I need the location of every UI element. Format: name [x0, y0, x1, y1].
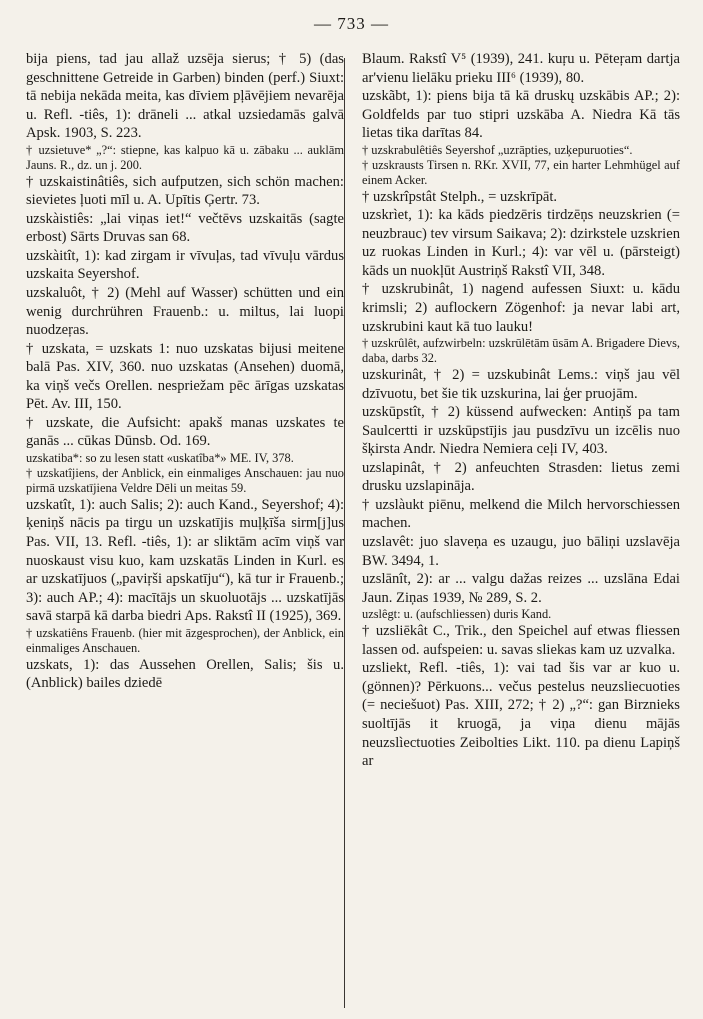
dictionary-entry: bija piens, tad jau allaž uzsēja sierus; † 5) (das geschnittene Getreide in Garben) binden (perf.) Siuxt: tā nebija nekāda meita, kas dīviem pļāvējiem nevarēja u. Refl. -tiês, 1): drāneli ... atkal uzsiedamās galvā Apsk. 1903, S. 223.: [26, 51, 344, 142]
dictionary-entry: uzslêgt: u. (aufschliessen) duris Kand.: [362, 607, 552, 622]
dictionary-entry: † uzskrubinât, 1) nagend aufessen Siuxt: u. kādu krimsli; 2) auflockern Zögenhof: ja nevar labi art, uzskrubini kaut kā tuo lauku!: [362, 281, 680, 335]
page-number: — 733 —: [314, 14, 389, 33]
dictionary-entry: † uzsietuve* „?“: stiepne, kas kalpuo kā u. zābaku ... auklām Jauns. R., dz. un j. 200.: [26, 142, 344, 172]
column-divider: [344, 58, 345, 1008]
dictionary-entry: † uzskrausts Tirsen n. RKr. XVII, 77, ein harter Lehmhügel auf einem Acker.: [362, 157, 680, 187]
dictionary-entry: † uzskata, = uzskats 1: nuo uzskatas bijusi meitene balā Pas. XIV, 360. nuo uzskatas (Ansehen) duomā, ka viņš večs Orellen. nespriežam pēc ārīgas uzskatas Pēt. Av. III, 150.: [26, 340, 344, 413]
dictionary-entry: † uzskatiêns Frauenb. (hier mit āzgesprochen), der Anblick, ein einmaliges Anschauen.: [26, 625, 344, 655]
dictionary-entry: uzskàitît, 1): kad zirgam ir vīvuļas, tad vīvuļu vārdus uzskaita Seyershof.: [26, 247, 344, 283]
dictionary-entry: † uzskate, die Aufsicht: apakš manas uzskates te ganās ... cūkas Dūnsb. Od. 169.: [26, 414, 344, 450]
dictionary-entry: uzsliekt, Refl. -tiês, 1): vai tad šis var ar kuo u. (gönnen)? Pērkuons... večus pestelus neuzsliecuoties (= neciešuot) Pas. XIII, 272; † 2) „?“: gan Birznieks suoltījās it kruogā, ja viņa dienu mājās neuzslìectuoties Zeibolties Likt. 110. pa dienu Lapiņš ar: [362, 660, 680, 770]
dictionary-entry: uzskats, 1): das Aussehen Orellen, Salis; šis u. (Anblick) bailes dziedē: [26, 656, 344, 692]
dictionary-entry: † uzsliēkât C., Trik., den Speichel auf etwas fliessen lassen od. aufspeien: u. savas sliekas kam uz uzvalka.: [362, 623, 680, 658]
dictionary-entry: uzskūpstît, † 2) küssend aufwecken: Antiņš pa tam Saulcertti ir uzskūpstījis jau pusdzīvu un izcēlis nuo šķirsta Andr. Niedra Nemiera ceļi IV, 403.: [362, 404, 680, 458]
left-column: [26, 50, 344, 693]
dictionary-entry: † uzskrûlêt, aufzwirbeln: uzskrūlētām ūsām A. Brigadere Dievs, daba, darbs 32.: [362, 336, 680, 366]
dictionary-entry: † uzskatîjiens, der Anblick, ein einmaliges Anschauen: jau nuo pirmā uzskatījiena Veldre Dēli un meitas 59.: [26, 465, 344, 495]
dictionary-entry: uzskàistiês: „lai viņas iet!“ večtēvs uzskaitās (sagte erbost) Sārts Druvas san 68.: [26, 210, 344, 246]
dictionary-entry: uzskatît, 1): auch Salis; 2): auch Kand., Seyershof; 4): ķeniņš nācis pa tirgu un uzskatījis muļķīša sirm[j]us Pas. VII, 13. Refl. -tiês, 1): ar sliktām acīm viņš var nuoskaust visu kuo, kam uzskatās Linden in Kurl. es ar uzskatījuos („paviŗši apskatīju“), kā tur ir Frauenb.; 3): auch AP.; 4): macītājs un skuoluotājs ... uzskatījās savā starpā kā darba biedri Aps. Rakstî II (1925), 369.: [26, 496, 344, 625]
dictionary-entry: uzskatiba*: so zu lesen statt «uskatîba*» ME. IV, 378.: [26, 450, 294, 465]
dictionary-entry: uzskaluôt, † 2) (Mehl auf Wasser) schütten und ein wenig durchrühren Frauenb.: u. miltus, lai luopi nuodzeŗas.: [26, 285, 344, 339]
dictionary-entry: uzslānît, 2): ar ... valgu dažas reizes ... uzslāna Edai Jaun. Ziņas 1939, № 289, S. 2.: [362, 571, 680, 606]
dictionary-entry: Blaum. Rakstî V⁵ (1939), 241. kuŗu u. Pēteŗam dartja ar'vienu lielāku prieku III⁶ (1939), 80.: [362, 51, 680, 86]
dictionary-entry: uzskãbt, 1): piens bija tā kā druskų uzskābis AP.; 2): Goldfelds par tuo stipri uzskāba A. Niedra Kā tās lietas tika darītas 84.: [362, 88, 680, 142]
dictionary-entry: † uzslàukt piēnu, melkend die Milch hervorschiessen machen.: [362, 496, 680, 532]
dictionary-entry: † uzskrabulêtiês Seyershof „uzrāpties, uzķepuruoties“.: [362, 142, 633, 157]
dictionary-entry: † uzskaistinâtiês, sich aufputzen, sich schön machen: sievietes ļuoti mīl u. A. Upītis Ģertr. 73.: [26, 173, 344, 209]
dictionary-entry: uzslapinât, † 2) anfeuchten Strasden: lietus zemi drusku uzslapināja.: [362, 459, 680, 495]
right-column: [362, 50, 680, 771]
dictionary-entry: uzskurinât, † 2) = uzskubinât Lems.: viņš jau vēl dzīvuotu, bet šie tik uzskurina, lai ģer pruojām.: [362, 367, 680, 402]
dictionary-entry: uzslavêt: juo slaveņa es uzaugu, juo bāliņi uzslavēja BW. 3494, 1.: [362, 534, 680, 569]
dictionary-entry: uzskrìet, 1): ka kāds piedzēris tirdzēņs neuzskrien (= neuzbrauc) tev virsum Saikava; 2): dzirkstele uzskrien uz ruokas Linden in Kurl.; 4): var vēl u. (pārsteigt) kāds un nuokļūt Austriņš Rakstî VII, 348.: [362, 207, 680, 279]
dictionary-entry: † uzskrîpstât Stelph., = uzskrīpāt.: [362, 188, 558, 205]
